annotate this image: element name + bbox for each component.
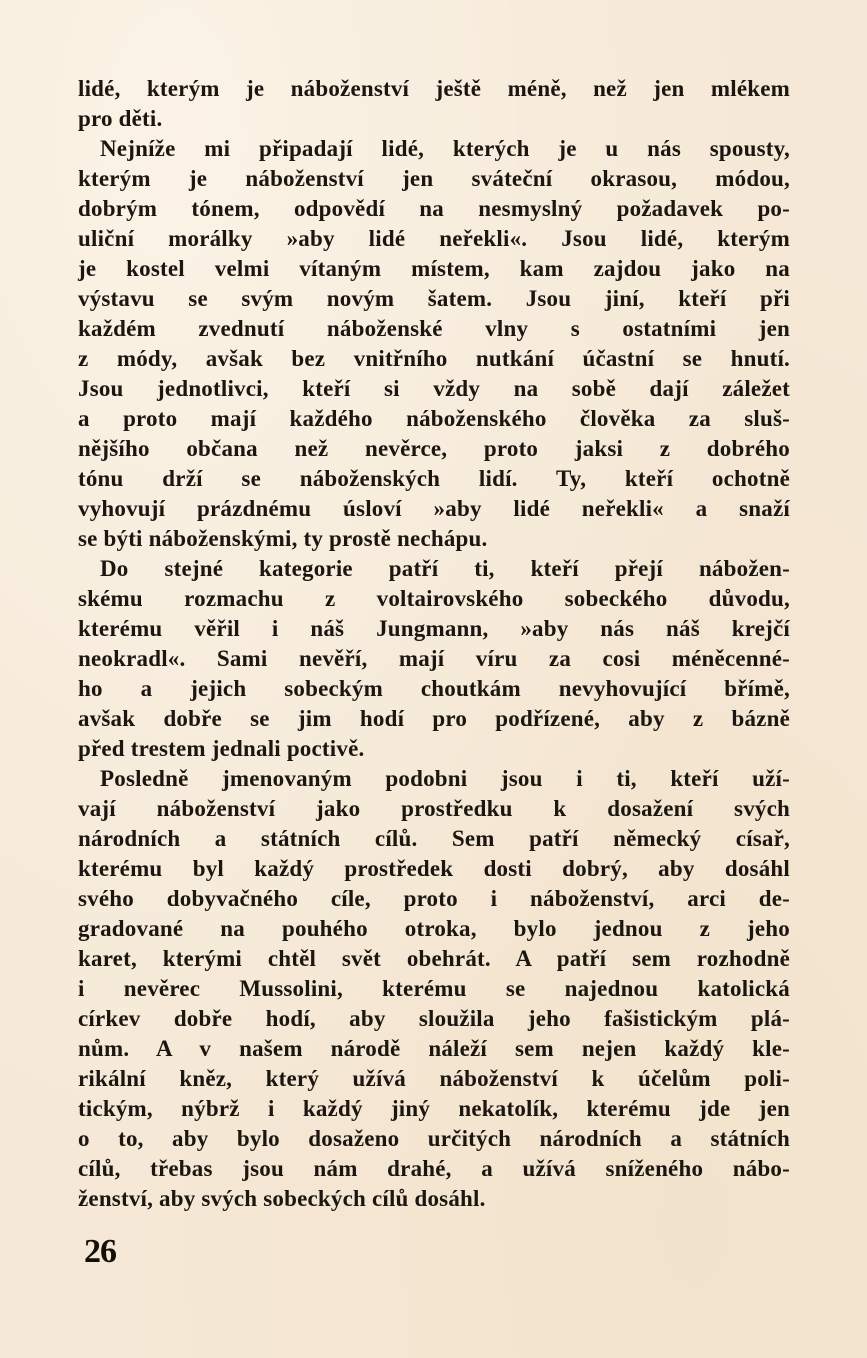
text-line: neokradl«. Sami nevěří, mají víru za cosi méněcenné- [78,646,790,671]
text-line: tónu drží se náboženských lidí. Ty, kteří ochotně [78,466,790,491]
text-line: uliční morálky »aby lidé neřekli«. Jsou lidé, kterým [78,226,790,251]
text-line: je kostel velmi vítaným místem, kam zajdou jako na [78,256,790,281]
paragraph [78,764,790,1214]
text-line: ženství, aby svých sobeckých cílů dosáhl. [78,1186,486,1211]
text-line: z módy, avšak bez vnitřního nutkání účastní se hnutí. [78,346,790,371]
text-line: kterému věřil i náš Jungmann, »aby nás náš krejčí [78,616,790,641]
text-line: vají náboženství jako prostředku k dosažení svých [78,796,790,821]
text-line: dobrým tónem, odpovědí na nesmyslný požadavek po- [78,196,790,221]
text-line: avšak dobře se jim hodí pro podřízené, aby z bázně [78,706,790,731]
text-line: církev dobře hodí, aby sloužila jeho fašistickým plá- [78,1006,790,1031]
page-number: 26 [84,1233,116,1270]
text-line: lidé, kterým je náboženství ještě méně, než jen mlékem [78,76,790,101]
text-line: o to, aby bylo dosaženo určitých národních a státních [78,1126,790,1151]
text-line: rikální kněz, který užívá náboženství k účelům poli- [78,1066,790,1091]
text-line: nům. A v našem národě náleží sem nejen každý kle- [78,1036,790,1061]
text-line: vyhovují prázdnému úsloví »aby lidé neřekli« a snaží [78,496,790,521]
text-line: skému rozmachu z voltairovského sobeckého důvodu, [78,586,790,611]
text-line: ho a jejich sobeckým choutkám nevyhovující břímě, [78,676,790,701]
paragraph [78,74,790,134]
body-text [78,74,790,1214]
text-line: tickým, nýbrž i každý jiný nekatolík, kterému jde jen [78,1096,790,1121]
text-line: cílů, třebas jsou nám drahé, a užívá sníženého nábo- [78,1156,790,1181]
text-line: Posledně jmenovaným podobni jsou i ti, kteří uží- [100,766,790,791]
text-line: Do stejné kategorie patří ti, kteří přejí nábožen- [100,556,790,581]
text-line: kterému byl každý prostředek dosti dobrý, aby dosáhl [78,856,790,881]
text-line: se býti náboženskými, ty prostě nechápu. [78,526,488,551]
text-line: pro děti. [78,106,163,131]
text-line: každém zvednutí náboženské vlny s ostatními jen [78,316,790,341]
text-line: Jsou jednotlivci, kteří si vždy na sobě dají záležet [78,376,790,401]
text-line: národních a státních cílů. Sem patří německý císař, [78,826,790,851]
text-line: i nevěrec Mussolini, kterému se najednou katolická [78,976,790,1001]
text-line: a proto mají každého náboženského člověka za sluš- [78,406,790,431]
text-line: kterým je náboženství jen sváteční okrasou, módou, [78,166,790,191]
text-line: gradované na pouhého otroka, bylo jednou z jeho [78,916,790,941]
text-line: před trestem jednali poctivě. [78,736,365,761]
text-line: Nejníže mi připadají lidé, kterých je u nás spousty, [100,136,790,161]
text-line: nějšího občana než nevěrce, proto jaksi z dobrého [78,436,790,461]
text-line: svého dobyvačného cíle, proto i náboženství, arci de- [78,886,790,911]
text-line: výstavu se svým novým šatem. Jsou jiní, kteří při [78,286,790,311]
paragraph [78,134,790,554]
paragraph [78,554,790,764]
text-line: karet, kterými chtěl svět obehrát. A patří sem rozhodně [78,946,790,971]
